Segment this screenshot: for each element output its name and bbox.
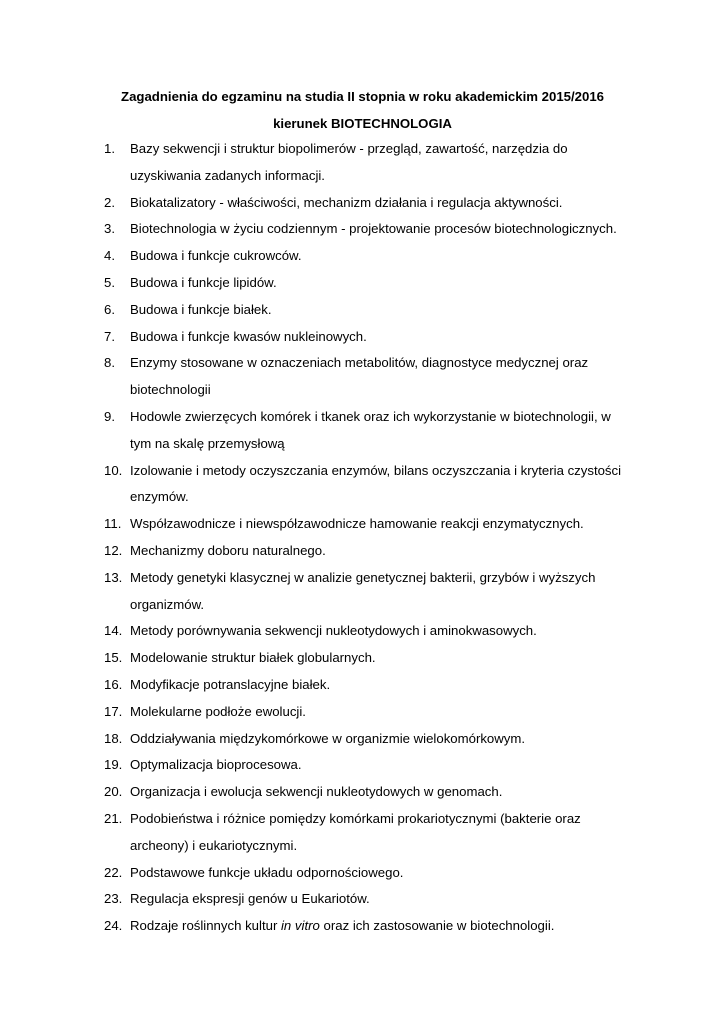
list-item [0, 913, 725, 940]
document-subtitle: kierunek BIOTECHNOLOGIA [273, 116, 452, 131]
item-number: 24. [104, 918, 123, 934]
list-item [0, 672, 725, 699]
list-item [0, 216, 725, 243]
item-number: 15. [104, 650, 123, 666]
item-number: 19. [104, 757, 123, 773]
list-item [0, 297, 725, 324]
item-number: 17. [104, 703, 123, 719]
item-text: Bazy sekwencji i struktur biopolimerów - przegląd, zawartość, narzędzia do uzyskiwania zadanych informacji. [130, 141, 568, 183]
item-number: 13. [104, 569, 123, 585]
list-item [0, 565, 725, 619]
item-text-italic: in vitro [281, 918, 320, 934]
list-item [0, 726, 725, 753]
item-text: Podstawowe funkcje układu odpornościowego. [130, 864, 404, 880]
item-number: 22. [104, 864, 123, 880]
item-number: 4. [104, 248, 115, 264]
item-text: Molekularne podłoże ewolucji. [130, 703, 306, 719]
list-item [0, 538, 725, 565]
topic-list [0, 136, 725, 940]
item-text: Modyfikacje potranslacyjne białek. [130, 676, 331, 692]
list-item [0, 886, 725, 913]
item-number: 16. [104, 676, 123, 692]
item-text: Współzawodnicze i niewspółzawodnicze hamowanie reakcji enzymatycznych. [130, 516, 584, 532]
list-item [0, 779, 725, 806]
item-text: Optymalizacja bioprocesowa. [130, 757, 302, 773]
item-text: Regulacja ekspresji genów u Eukariotów. [130, 891, 370, 907]
item-number: 12. [104, 542, 123, 558]
list-item [0, 324, 725, 351]
item-number: 20. [104, 784, 123, 800]
item-text: Podobieństwa i różnice pomiędzy komórkami prokariotycznymi (bakterie oraz archeony) i eukariotycznymi. [130, 810, 581, 853]
list-item [0, 511, 725, 538]
item-number: 18. [104, 730, 123, 746]
list-item [0, 699, 725, 726]
item-text: Budowa i funkcje białek. [130, 301, 272, 317]
item-number: 11. [104, 516, 122, 532]
item-text: Metody porównywania sekwencji nukleotydowych i aminokwasowych. [130, 623, 537, 639]
item-text: Mechanizmy doboru naturalnego. [130, 542, 326, 558]
item-number: 23. [104, 891, 123, 907]
list-item [0, 404, 725, 458]
item-text: Budowa i funkcje cukrowców. [130, 248, 302, 264]
item-number: 2. [104, 194, 115, 210]
item-number: 21. [104, 810, 123, 826]
list-item [0, 860, 725, 887]
item-text: Modelowanie struktur białek globularnych. [130, 650, 376, 666]
document-title: Zagadnienia do egzaminu na studia II stopnia w roku akademickim 2015/2016 [121, 89, 604, 104]
item-text: Metody genetyki klasycznej w analizie genetycznej bakterii, grzybów i wyższych organizmów. [130, 569, 596, 612]
list-item [0, 270, 725, 297]
item-number: 8. [104, 355, 115, 371]
list-item [0, 136, 725, 190]
list-item [0, 350, 725, 404]
list-item [0, 243, 725, 270]
item-number: 14. [104, 623, 123, 639]
item-text-start: Rodzaje roślinnych kultur [130, 918, 281, 934]
list-item [0, 806, 725, 860]
item-text: Oddziaływania międzykomórkowe w organizmie wielokomórkowym. [130, 730, 526, 746]
item-text [130, 913, 630, 940]
item-text: Hodowle zwierzęcych komórek i tkanek oraz ich wykorzystanie w biotechnologii, w tym na skalę przemysłową [130, 408, 611, 451]
item-number: 9. [104, 408, 115, 424]
item-text: Budowa i funkcje lipidów. [130, 274, 277, 290]
item-text: Biokatalizatory - właściwości, mechanizm działania i regulacja aktywności. [130, 194, 563, 210]
list-item [0, 752, 725, 779]
item-number: 5. [104, 274, 115, 290]
item-number: 3. [104, 221, 115, 237]
item-number: 7. [104, 328, 115, 344]
item-text: Izolowanie i metody oczyszczania enzymów, bilans oczyszczania i kryteria czystości enzymów. [130, 462, 622, 505]
item-text: Enzymy stosowane w oznaczeniach metabolitów, diagnostyce medycznej oraz biotechnologii [130, 355, 589, 398]
item-text-end: oraz ich zastosowanie w biotechnologii. [319, 918, 555, 934]
item-text: Budowa i funkcje kwasów nukleinowych. [130, 328, 367, 344]
item-number: 6. [104, 301, 115, 317]
list-item [0, 190, 725, 217]
list-item [0, 645, 725, 672]
list-item [0, 618, 725, 645]
item-text: Biotechnologia w życiu codziennym - projektowanie procesów biotechnologicznych. [130, 221, 617, 237]
item-number: 10. [104, 462, 123, 478]
item-number: 1. [104, 141, 115, 156]
item-text: Organizacja i ewolucja sekwencji nukleotydowych w genomach. [130, 784, 503, 800]
list-item [0, 458, 725, 512]
